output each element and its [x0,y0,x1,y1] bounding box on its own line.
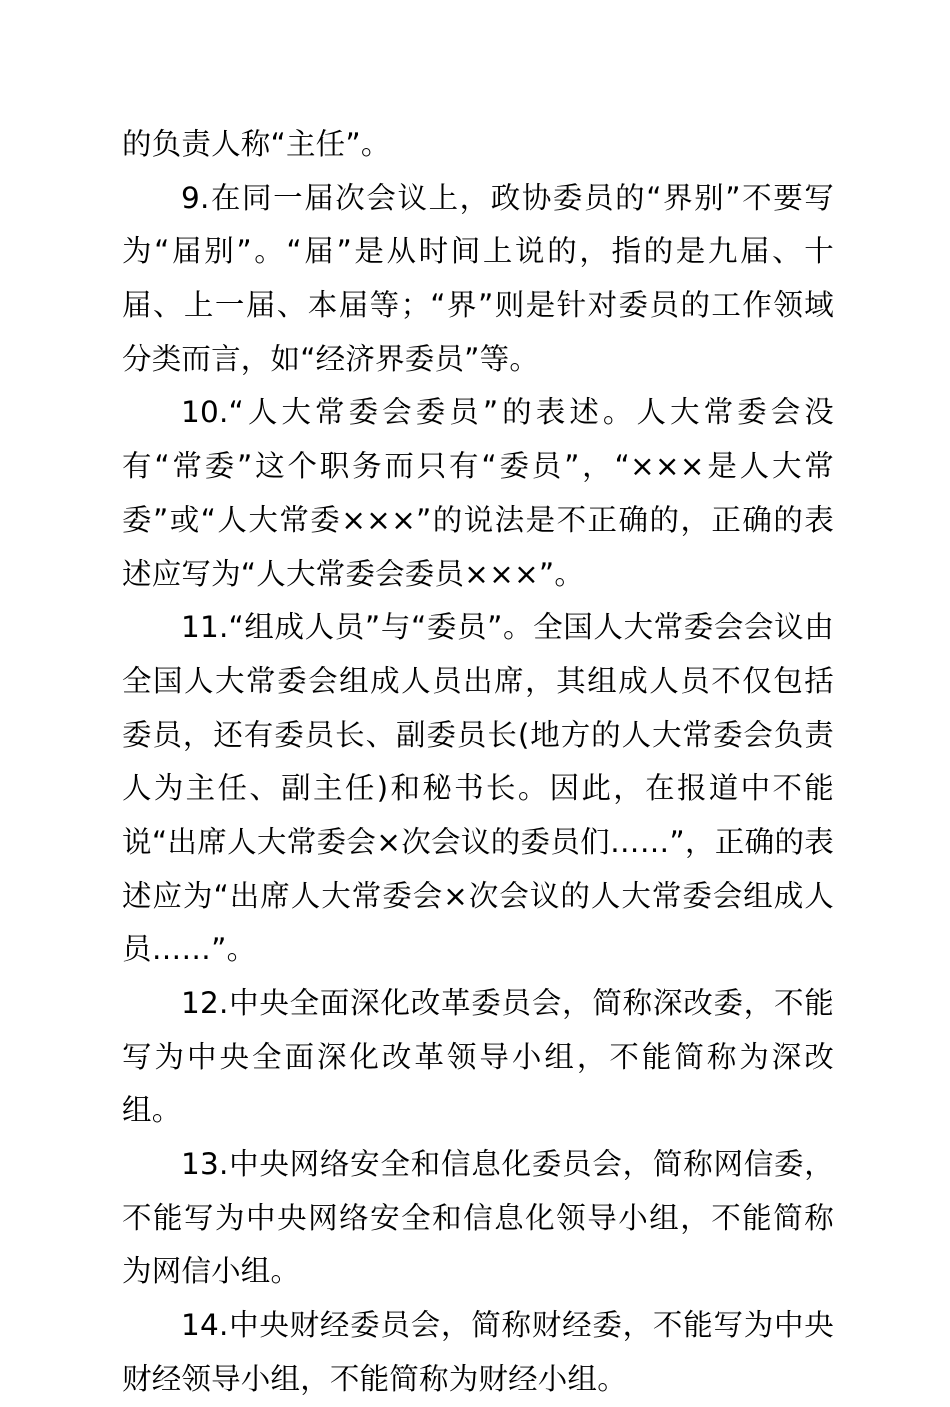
paragraph-item-12: 12.中央全面深化改革委员会，简称深改委，不能写为中央全面深化改革领导小组，不能简称为深改组。 [122,986,834,1128]
paragraph-item-13: 13.中央网络安全和信息化委员会，简称网信委，不能写为中央网络安全和信息化领导小组，不能简称为网信小组。 [122,1147,834,1289]
paragraph-continued-line: 的负责人称“主任”。 [122,127,391,161]
paragraph-item-9: 9.在同一届次会议上，政协委员的“界别”不要写为“届别”。“届”是从时间上说的，指的是九届、十届、上一届、本届等；“界”则是针对委员的工作领域分类而言，如“经济界委员”等。 [122,180,834,376]
paragraph-item-10: 10.“人大常委会委员”的表述。人大常委会没有“常委”这个职务而只有“委员”，“×××是人大常委”或“人大常委×××”的说法是不正确的，正确的表述应写为“人大常委会委员×××”。 [122,395,834,591]
paragraph-item-14: 14.中央财经委员会，简称财经委，不能写为中央财经领导小组，不能简称为财经小组。 [122,1308,834,1396]
paragraph-item-11: 11.“组成人员”与“委员”。全国人大常委会会议由全国人大常委会组成人员出席，其组成人员不仅包括委员，还有委员长、副委员长(地方的人大常委会负责人为主任、副主任)和秘书长。因此，在报道中不能说“出席人大常委会×次会议的委员们……”，正确的表述应为“出席人大常委会×次会议的人大常委会组成人员……”。 [122,610,834,967]
document-body [122,118,834,1407]
